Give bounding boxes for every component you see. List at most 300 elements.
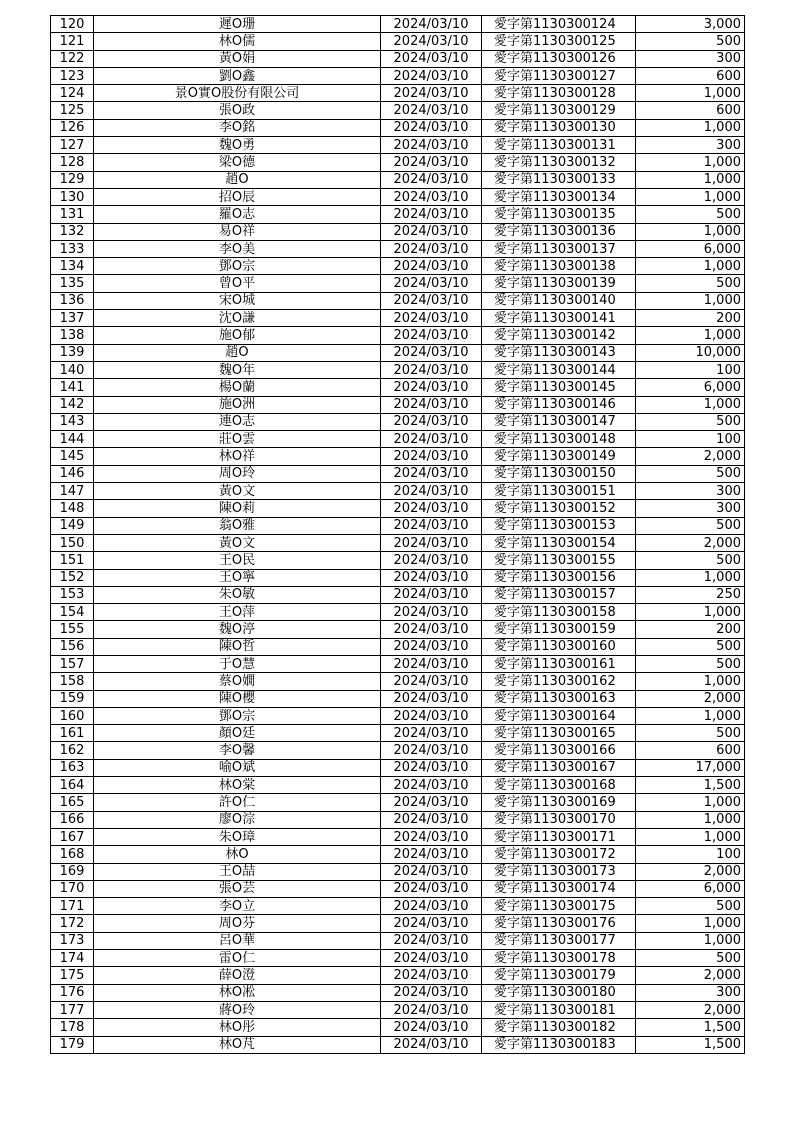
table-row [51,396,745,413]
donor-name-cell: 呂O華 [94,932,381,949]
table-row [51,223,745,240]
donation-date-cell: 2024/03/10 [381,586,482,603]
donor-name-cell: 王O萍 [94,604,381,621]
donation-date-cell: 2024/03/10 [381,690,482,707]
receipt-number-cell: 愛字第1130300137 [482,240,636,257]
row-number-cell: 175 [51,967,94,984]
donor-name-cell: 沈O謙 [94,310,381,327]
row-number-cell: 173 [51,932,94,949]
table-row [51,85,745,102]
donation-amount-cell: 6,000 [636,240,745,257]
donor-name-cell: 魏O渟 [94,621,381,638]
donor-name-cell: 朱O璋 [94,828,381,845]
row-number-cell: 166 [51,811,94,828]
receipt-number-cell: 愛字第1130300155 [482,552,636,569]
donor-name-cell: 曾O平 [94,275,381,292]
donation-date-cell: 2024/03/10 [381,759,482,776]
receipt-number-cell: 愛字第1130300170 [482,811,636,828]
donation-amount-cell: 500 [636,725,745,742]
donor-name-cell: 李O立 [94,898,381,915]
donation-amount-cell: 500 [636,950,745,967]
receipt-number-cell: 愛字第1130300181 [482,1001,636,1018]
table-row [51,621,745,638]
donation-date-cell: 2024/03/10 [381,154,482,171]
donation-date-cell: 2024/03/10 [381,828,482,845]
receipt-number-cell: 愛字第1130300144 [482,361,636,378]
table-row [51,673,745,690]
donation-amount-cell: 100 [636,846,745,863]
donation-date-cell: 2024/03/10 [381,725,482,742]
table-row [51,517,745,534]
row-number-cell: 122 [51,50,94,67]
donation-amount-cell: 1,000 [636,604,745,621]
receipt-number-cell: 愛字第1130300174 [482,880,636,897]
row-number-cell: 170 [51,880,94,897]
table-row [51,50,745,67]
receipt-number-cell: 愛字第1130300183 [482,1036,636,1053]
donation-date-cell: 2024/03/10 [381,137,482,154]
receipt-number-cell: 愛字第1130300167 [482,759,636,776]
donation-list-page [50,15,744,1054]
table-row [51,1001,745,1018]
receipt-number-cell: 愛字第1130300164 [482,707,636,724]
row-number-cell: 162 [51,742,94,759]
donation-date-cell: 2024/03/10 [381,950,482,967]
donation-date-cell: 2024/03/10 [381,1036,482,1053]
row-number-cell: 130 [51,188,94,205]
row-number-cell: 127 [51,137,94,154]
table-row [51,880,745,897]
donation-date-cell: 2024/03/10 [381,915,482,932]
donation-amount-cell: 1,000 [636,171,745,188]
donation-amount-cell: 2,000 [636,967,745,984]
donation-date-cell: 2024/03/10 [381,794,482,811]
donation-date-cell: 2024/03/10 [381,67,482,84]
donor-name-cell: 莊O雲 [94,431,381,448]
donor-name-cell: 李O美 [94,240,381,257]
donation-table [50,15,745,1054]
donation-date-cell: 2024/03/10 [381,431,482,448]
donation-amount-cell: 500 [636,898,745,915]
donor-name-cell: 周O玲 [94,465,381,482]
row-number-cell: 129 [51,171,94,188]
donor-name-cell: 陳O莉 [94,500,381,517]
receipt-number-cell: 愛字第1130300153 [482,517,636,534]
receipt-number-cell: 愛字第1130300151 [482,483,636,500]
table-row [51,828,745,845]
donation-date-cell: 2024/03/10 [381,707,482,724]
donation-amount-cell: 100 [636,431,745,448]
receipt-number-cell: 愛字第1130300173 [482,863,636,880]
donation-date-cell: 2024/03/10 [381,552,482,569]
donation-date-cell: 2024/03/10 [381,396,482,413]
donation-date-cell: 2024/03/10 [381,413,482,430]
table-row [51,811,745,828]
donation-amount-cell: 1,000 [636,119,745,136]
donation-date-cell: 2024/03/10 [381,880,482,897]
table-row [51,119,745,136]
row-number-cell: 146 [51,465,94,482]
receipt-number-cell: 愛字第1130300166 [482,742,636,759]
donor-name-cell: 黃O文 [94,483,381,500]
donation-date-cell: 2024/03/10 [381,223,482,240]
donation-amount-cell: 1,000 [636,794,745,811]
donor-name-cell: 梁O德 [94,154,381,171]
table-row [51,188,745,205]
donation-amount-cell: 3,000 [636,16,745,33]
donation-date-cell: 2024/03/10 [381,310,482,327]
receipt-number-cell: 愛字第1130300146 [482,396,636,413]
table-row [51,292,745,309]
donation-date-cell: 2024/03/10 [381,967,482,984]
donor-name-cell: 宋O城 [94,292,381,309]
donation-amount-cell: 500 [636,655,745,672]
table-row [51,759,745,776]
donation-amount-cell: 1,000 [636,396,745,413]
table-row [51,413,745,430]
table-row [51,950,745,967]
donation-date-cell: 2024/03/10 [381,16,482,33]
receipt-number-cell: 愛字第1130300154 [482,534,636,551]
row-number-cell: 172 [51,915,94,932]
table-row [51,465,745,482]
row-number-cell: 147 [51,483,94,500]
receipt-number-cell: 愛字第1130300147 [482,413,636,430]
receipt-number-cell: 愛字第1130300149 [482,448,636,465]
receipt-number-cell: 愛字第1130300160 [482,638,636,655]
donation-date-cell: 2024/03/10 [381,500,482,517]
row-number-cell: 164 [51,777,94,794]
donation-amount-cell: 600 [636,742,745,759]
donation-amount-cell: 500 [636,517,745,534]
donation-date-cell: 2024/03/10 [381,240,482,257]
donation-date-cell: 2024/03/10 [381,344,482,361]
donation-table-body [51,16,745,1054]
donation-amount-cell: 1,500 [636,1019,745,1036]
donor-name-cell: 王O寧 [94,569,381,586]
row-number-cell: 157 [51,655,94,672]
donation-date-cell: 2024/03/10 [381,569,482,586]
donation-date-cell: 2024/03/10 [381,206,482,223]
donation-amount-cell: 1,500 [636,1036,745,1053]
receipt-number-cell: 愛字第1130300179 [482,967,636,984]
donation-date-cell: 2024/03/10 [381,655,482,672]
donation-amount-cell: 2,000 [636,448,745,465]
receipt-number-cell: 愛字第1130300150 [482,465,636,482]
donor-name-cell: 林O棠 [94,777,381,794]
receipt-number-cell: 愛字第1130300130 [482,119,636,136]
donation-amount-cell: 500 [636,33,745,50]
table-row [51,569,745,586]
donor-name-cell: 遲O珊 [94,16,381,33]
donation-amount-cell: 1,000 [636,223,745,240]
receipt-number-cell: 愛字第1130300132 [482,154,636,171]
table-row [51,448,745,465]
row-number-cell: 169 [51,863,94,880]
receipt-number-cell: 愛字第1130300178 [482,950,636,967]
donor-name-cell: 林O祥 [94,448,381,465]
donation-amount-cell: 6,000 [636,880,745,897]
table-row [51,67,745,84]
row-number-cell: 168 [51,846,94,863]
table-row [51,431,745,448]
donation-amount-cell: 1,000 [636,85,745,102]
table-row [51,984,745,1001]
row-number-cell: 165 [51,794,94,811]
receipt-number-cell: 愛字第1130300143 [482,344,636,361]
row-number-cell: 124 [51,85,94,102]
table-row [51,863,745,880]
donation-amount-cell: 6,000 [636,379,745,396]
row-number-cell: 178 [51,1019,94,1036]
donation-date-cell: 2024/03/10 [381,188,482,205]
table-row [51,604,745,621]
table-row [51,967,745,984]
donation-date-cell: 2024/03/10 [381,85,482,102]
donation-date-cell: 2024/03/10 [381,1019,482,1036]
row-number-cell: 132 [51,223,94,240]
donation-amount-cell: 1,000 [636,707,745,724]
donor-name-cell: 鄧O宗 [94,258,381,275]
donation-amount-cell: 1,000 [636,258,745,275]
donation-date-cell: 2024/03/10 [381,275,482,292]
table-row [51,846,745,863]
donation-date-cell: 2024/03/10 [381,534,482,551]
row-number-cell: 135 [51,275,94,292]
receipt-number-cell: 愛字第1130300176 [482,915,636,932]
table-row [51,275,745,292]
donor-name-cell: 趙O [94,171,381,188]
table-row [51,206,745,223]
table-row [51,777,745,794]
row-number-cell: 121 [51,33,94,50]
receipt-number-cell: 愛字第1130300168 [482,777,636,794]
receipt-number-cell: 愛字第1130300175 [482,898,636,915]
donor-name-cell: 李O馨 [94,742,381,759]
receipt-number-cell: 愛字第1130300161 [482,655,636,672]
donor-name-cell: 朱O敏 [94,586,381,603]
table-row [51,742,745,759]
receipt-number-cell: 愛字第1130300182 [482,1019,636,1036]
receipt-number-cell: 愛字第1130300124 [482,16,636,33]
receipt-number-cell: 愛字第1130300139 [482,275,636,292]
donation-date-cell: 2024/03/10 [381,1001,482,1018]
donor-name-cell: 陳O哲 [94,638,381,655]
donation-amount-cell: 1,500 [636,777,745,794]
donation-date-cell: 2024/03/10 [381,119,482,136]
row-number-cell: 137 [51,310,94,327]
table-row [51,483,745,500]
donation-date-cell: 2024/03/10 [381,102,482,119]
row-number-cell: 134 [51,258,94,275]
table-row [51,707,745,724]
donation-amount-cell: 1,000 [636,154,745,171]
donor-name-cell: 趙O [94,344,381,361]
receipt-number-cell: 愛字第1130300169 [482,794,636,811]
receipt-number-cell: 愛字第1130300163 [482,690,636,707]
row-number-cell: 138 [51,327,94,344]
table-row [51,898,745,915]
row-number-cell: 144 [51,431,94,448]
table-row [51,500,745,517]
donation-amount-cell: 100 [636,361,745,378]
donor-name-cell: 許O仁 [94,794,381,811]
row-number-cell: 153 [51,586,94,603]
donation-date-cell: 2024/03/10 [381,483,482,500]
donation-date-cell: 2024/03/10 [381,984,482,1001]
donation-amount-cell: 1,000 [636,828,745,845]
donor-name-cell: 薛O澄 [94,967,381,984]
donation-amount-cell: 2,000 [636,1001,745,1018]
donor-name-cell: 周O芬 [94,915,381,932]
receipt-number-cell: 愛字第1130300129 [482,102,636,119]
donor-name-cell: 施O郁 [94,327,381,344]
receipt-number-cell: 愛字第1130300172 [482,846,636,863]
row-number-cell: 150 [51,534,94,551]
row-number-cell: 167 [51,828,94,845]
donation-amount-cell: 2,000 [636,690,745,707]
donation-date-cell: 2024/03/10 [381,327,482,344]
receipt-number-cell: 愛字第1130300128 [482,85,636,102]
row-number-cell: 161 [51,725,94,742]
donor-name-cell: 于O慧 [94,655,381,672]
donor-name-cell: 翁O雅 [94,517,381,534]
table-row [51,33,745,50]
receipt-number-cell: 愛字第1130300135 [482,206,636,223]
donation-date-cell: 2024/03/10 [381,604,482,621]
donation-date-cell: 2024/03/10 [381,932,482,949]
receipt-number-cell: 愛字第1130300158 [482,604,636,621]
donation-amount-cell: 500 [636,413,745,430]
receipt-number-cell: 愛字第1130300126 [482,50,636,67]
donation-amount-cell: 300 [636,137,745,154]
receipt-number-cell: 愛字第1130300131 [482,137,636,154]
donation-amount-cell: 300 [636,50,745,67]
donation-date-cell: 2024/03/10 [381,846,482,863]
receipt-number-cell: 愛字第1130300165 [482,725,636,742]
donor-name-cell: 李O銘 [94,119,381,136]
row-number-cell: 156 [51,638,94,655]
receipt-number-cell: 愛字第1130300136 [482,223,636,240]
table-row [51,154,745,171]
donor-name-cell: 羅O志 [94,206,381,223]
row-number-cell: 133 [51,240,94,257]
donation-date-cell: 2024/03/10 [381,50,482,67]
table-row [51,16,745,33]
table-row [51,310,745,327]
donor-name-cell: 林O [94,846,381,863]
receipt-number-cell: 愛字第1130300162 [482,673,636,690]
row-number-cell: 143 [51,413,94,430]
donor-name-cell: 連O志 [94,413,381,430]
donor-name-cell: 廖O淙 [94,811,381,828]
receipt-number-cell: 愛字第1130300152 [482,500,636,517]
donation-date-cell: 2024/03/10 [381,292,482,309]
receipt-number-cell: 愛字第1130300180 [482,984,636,1001]
row-number-cell: 163 [51,759,94,776]
donor-name-cell: 林O芃 [94,1036,381,1053]
row-number-cell: 123 [51,67,94,84]
donation-amount-cell: 1,000 [636,188,745,205]
donation-amount-cell: 500 [636,465,745,482]
donation-date-cell: 2024/03/10 [381,638,482,655]
donor-name-cell: 劉O鑫 [94,67,381,84]
row-number-cell: 142 [51,396,94,413]
table-row [51,102,745,119]
donor-name-cell: 蔣O玲 [94,1001,381,1018]
row-number-cell: 154 [51,604,94,621]
donation-amount-cell: 250 [636,586,745,603]
donor-name-cell: 張O政 [94,102,381,119]
donation-amount-cell: 2,000 [636,863,745,880]
table-row [51,1036,745,1053]
receipt-number-cell: 愛字第1130300142 [482,327,636,344]
donation-amount-cell: 500 [636,552,745,569]
donation-amount-cell: 10,000 [636,344,745,361]
table-row [51,725,745,742]
table-row [51,1019,745,1036]
receipt-number-cell: 愛字第1130300127 [482,67,636,84]
row-number-cell: 171 [51,898,94,915]
donor-name-cell: 林O儒 [94,33,381,50]
table-row [51,361,745,378]
row-number-cell: 174 [51,950,94,967]
receipt-number-cell: 愛字第1130300133 [482,171,636,188]
donation-amount-cell: 300 [636,483,745,500]
donor-name-cell: 黃O文 [94,534,381,551]
row-number-cell: 149 [51,517,94,534]
row-number-cell: 141 [51,379,94,396]
donation-amount-cell: 500 [636,638,745,655]
donation-amount-cell: 600 [636,67,745,84]
row-number-cell: 179 [51,1036,94,1053]
row-number-cell: 139 [51,344,94,361]
row-number-cell: 125 [51,102,94,119]
donor-name-cell: 王O民 [94,552,381,569]
donation-date-cell: 2024/03/10 [381,258,482,275]
donation-date-cell: 2024/03/10 [381,171,482,188]
donor-name-cell: 喻O斌 [94,759,381,776]
donation-date-cell: 2024/03/10 [381,517,482,534]
donation-amount-cell: 300 [636,984,745,1001]
donation-date-cell: 2024/03/10 [381,361,482,378]
donor-name-cell: 林O彤 [94,1019,381,1036]
donor-name-cell: 鄧O宗 [94,707,381,724]
donation-amount-cell: 1,000 [636,327,745,344]
receipt-number-cell: 愛字第1130300157 [482,586,636,603]
row-number-cell: 152 [51,569,94,586]
table-row [51,258,745,275]
donor-name-cell: 魏O勇 [94,137,381,154]
donation-amount-cell: 1,000 [636,932,745,949]
table-row [51,552,745,569]
donation-amount-cell: 500 [636,275,745,292]
receipt-number-cell: 愛字第1130300177 [482,932,636,949]
donation-date-cell: 2024/03/10 [381,465,482,482]
donation-amount-cell: 500 [636,206,745,223]
receipt-number-cell: 愛字第1130300145 [482,379,636,396]
donor-name-cell: 黃O娟 [94,50,381,67]
receipt-number-cell: 愛字第1130300138 [482,258,636,275]
donor-name-cell: 顏O廷 [94,725,381,742]
table-row [51,344,745,361]
table-row [51,932,745,949]
table-row [51,379,745,396]
row-number-cell: 128 [51,154,94,171]
donor-name-cell: 蔡O嫺 [94,673,381,690]
table-row [51,171,745,188]
row-number-cell: 120 [51,16,94,33]
